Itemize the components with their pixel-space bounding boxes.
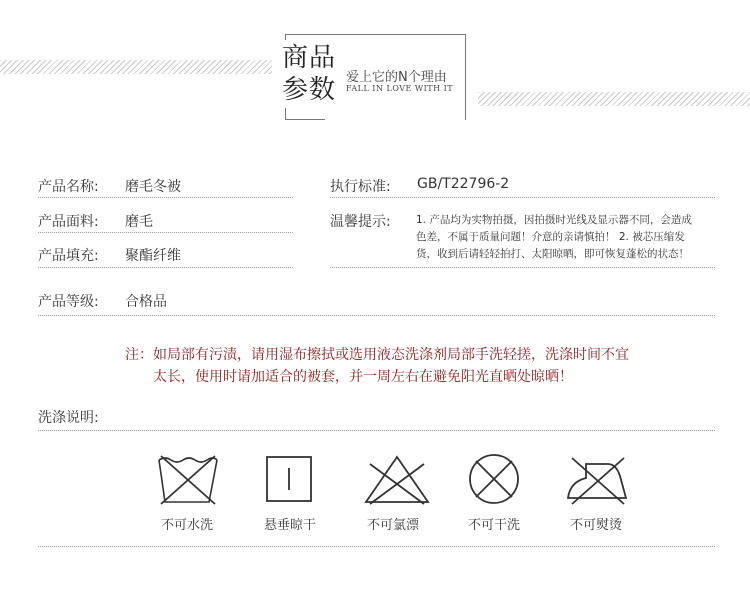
icon-caption: 不可熨烫 bbox=[569, 518, 622, 533]
standard-value: GB/T22796-2 bbox=[417, 176, 510, 192]
divider bbox=[38, 430, 715, 431]
header-slogan-cn: 爱上它的N个理由 bbox=[346, 70, 447, 85]
divider bbox=[38, 546, 715, 547]
standard-label: 执行标准: bbox=[330, 179, 391, 195]
divider bbox=[330, 267, 715, 268]
divider bbox=[330, 197, 715, 198]
washing-label: 洗涤说明: bbox=[38, 410, 99, 426]
tip-line-2: 色差，不属于质量问题！介意的亲请慎拍！ 2. 被芯压缩发 bbox=[416, 231, 685, 243]
tip-line-1: 1. 产品均为实物拍摄，因拍摄时光线及显示器不同，会造成 bbox=[416, 214, 692, 226]
no-dry-clean-icon bbox=[467, 452, 521, 506]
filling-value: 聚酯纤维 bbox=[125, 248, 181, 264]
divider bbox=[38, 232, 293, 233]
grade-value: 合格品 bbox=[125, 294, 167, 310]
fabric-value: 磨毛 bbox=[125, 214, 153, 230]
header-title-line2: 参数 bbox=[282, 75, 337, 105]
header-hatch-left bbox=[0, 60, 272, 74]
tip-line-3: 货，收到后请轻轻拍打、太阳晾晒，即可恢复蓬松的状态！ bbox=[416, 248, 689, 260]
icon-caption: 不可水洗 bbox=[160, 518, 213, 533]
header-slogan-en: FALL IN LOVE WITH IT bbox=[346, 84, 454, 93]
no-iron-icon bbox=[564, 452, 630, 506]
icon-caption: 悬垂晾干 bbox=[263, 518, 316, 533]
icon-caption: 不可氯漂 bbox=[366, 518, 419, 533]
divider bbox=[38, 197, 293, 198]
tip-text bbox=[416, 212, 692, 263]
fabric-label: 产品面料: bbox=[38, 214, 99, 230]
header-title-line1: 商品 bbox=[282, 43, 337, 73]
no-water-wash-icon bbox=[155, 452, 219, 506]
header-hatch-right bbox=[478, 92, 750, 106]
filling-label: 产品填充: bbox=[38, 248, 99, 264]
notice-line-1: 注：如局部有污渍，请用湿布擦拭或选用液态洗涤剂局部手洗轻搓，洗涤时间不宜 bbox=[125, 347, 629, 363]
no-bleach-icon bbox=[362, 452, 432, 506]
product-name-label: 产品名称: bbox=[38, 179, 99, 195]
hang-dry-icon bbox=[264, 454, 314, 504]
header-title bbox=[278, 40, 340, 108]
notice-line-2: 太长，使用时请加适合的被套，并一周左右在避免阳光直晒处晾晒！ bbox=[153, 369, 573, 385]
divider bbox=[38, 315, 715, 316]
divider bbox=[38, 267, 293, 268]
header-frame-bottom bbox=[285, 119, 325, 120]
tip-label: 温馨提示: bbox=[330, 214, 391, 230]
icon-caption: 不可干洗 bbox=[467, 518, 520, 533]
grade-label: 产品等级: bbox=[38, 294, 99, 310]
product-name-value: 磨毛冬被 bbox=[125, 179, 181, 195]
